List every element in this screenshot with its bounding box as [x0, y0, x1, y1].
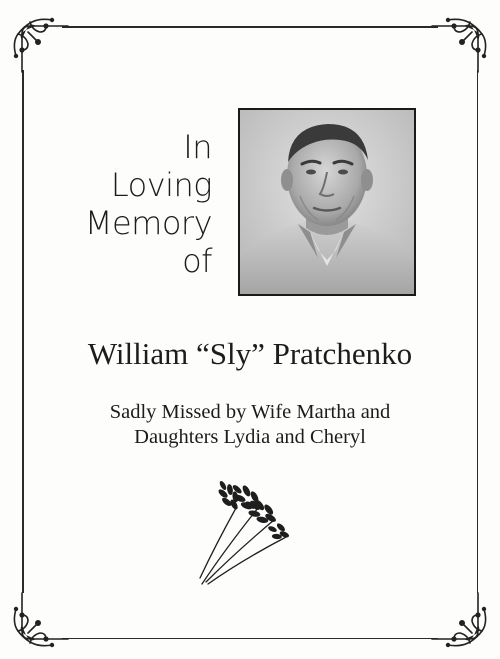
heading [85, 128, 212, 280]
heading-line: Memory [84, 204, 212, 242]
border-left [22, 70, 24, 593]
heading-line: Loving [110, 166, 212, 204]
deceased-name: William “Sly” Pratchenko [87, 336, 413, 371]
heading-line: In [183, 128, 212, 166]
border-top [62, 26, 438, 28]
portrait-image [240, 110, 414, 294]
flourish-corner-icon [430, 591, 492, 653]
flourish-corner-icon [430, 12, 492, 74]
dedication [0, 400, 500, 450]
dedication-line: Daughters Lydia and Cheryl [134, 426, 366, 448]
wheat-icon [196, 478, 296, 588]
flourish-corner-icon [8, 591, 70, 653]
border-right [477, 70, 479, 593]
dedication-line: Sadly Missed by Wife Martha and [109, 401, 391, 423]
heading-line: of [182, 242, 212, 280]
portrait-photo [238, 108, 416, 296]
border-bottom [62, 638, 438, 640]
flourish-corner-icon [8, 12, 70, 74]
